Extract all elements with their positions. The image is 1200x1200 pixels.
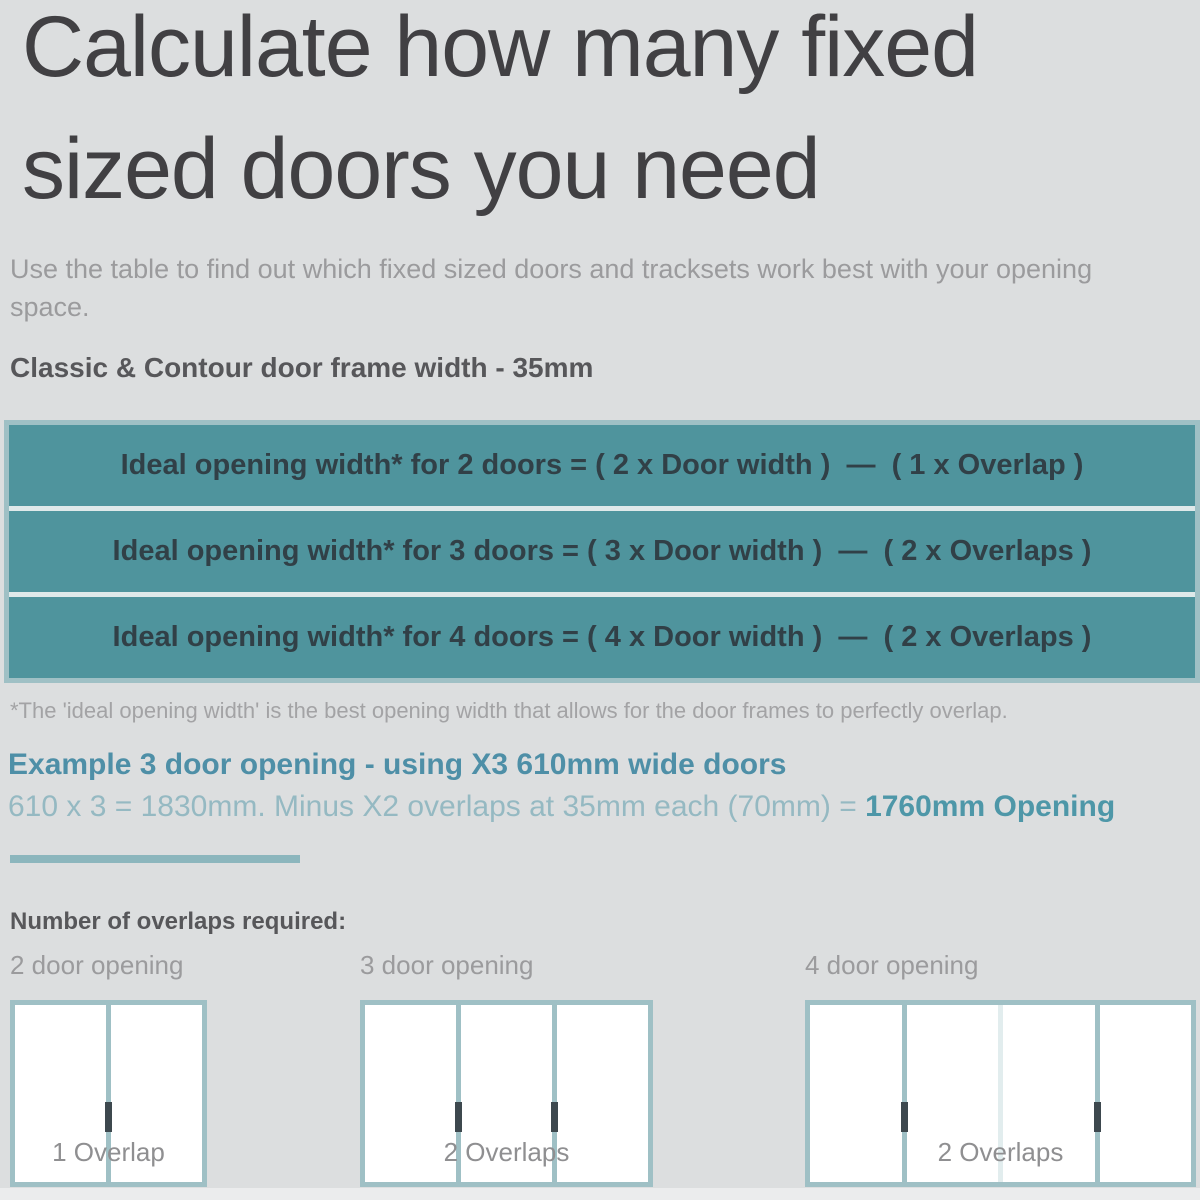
formula-table bbox=[4, 420, 1200, 683]
example-detail bbox=[8, 790, 1188, 824]
example-heading: Example 3 door opening - using X3 610mm wide doors bbox=[8, 748, 787, 781]
diagram-label-2-door: 2 door opening bbox=[10, 950, 184, 980]
page-title-line2: sized doors you need bbox=[22, 121, 820, 217]
formula-row-3-doors bbox=[9, 511, 1195, 592]
formula-text-3-doors: Ideal opening width* for 3 doors = ( 3 x Door width ) — ( 2 x Overlaps ) bbox=[112, 535, 1092, 567]
teal-divider bbox=[10, 855, 300, 863]
formula-text-2-doors: Ideal opening width* for 2 doors = ( 2 x Door width ) — ( 1 x Overlap ) bbox=[120, 449, 1084, 481]
overlap-tick-icon bbox=[105, 1102, 112, 1132]
overlap-caption-2-door: 1 Overlap bbox=[52, 1137, 165, 1167]
frame-width-note: Classic & Contour door frame width - 35mm bbox=[10, 352, 594, 383]
formula-row-2-doors bbox=[9, 425, 1195, 506]
door-diagram-4-door bbox=[805, 1000, 1196, 1187]
overlap-tick-icon bbox=[1094, 1102, 1101, 1132]
diagram-label-3-door: 3 door opening bbox=[360, 950, 534, 980]
overlap-caption-4-door: 2 Overlaps bbox=[937, 1137, 1064, 1167]
bottom-strip bbox=[0, 1188, 1200, 1200]
overlap-tick-icon bbox=[901, 1102, 908, 1132]
formula-row-4-doors bbox=[9, 597, 1195, 678]
intro-text: Use the table to find out which fixed sized doors and tracksets work best with your opening space. bbox=[10, 254, 1093, 322]
example-detail-calc: 610 x 3 = 1830mm. Minus X2 overlaps at 35mm each (70mm) = bbox=[8, 790, 866, 823]
overlap-tick-icon bbox=[551, 1102, 558, 1132]
formula-text-4-doors: Ideal opening width* for 4 doors = ( 4 x Door width ) — ( 2 x Overlaps ) bbox=[112, 621, 1092, 653]
footnote-text: *The 'ideal opening width' is the best opening width that allows for the door frames to perfectly overlap. bbox=[10, 698, 1008, 723]
overlap-tick-icon bbox=[455, 1102, 462, 1132]
page-title bbox=[22, 0, 1190, 230]
page-title-line1: Calculate how many fixed bbox=[22, 0, 978, 95]
example-detail-result: 1760mm Opening bbox=[865, 790, 1116, 823]
diagram-label-4-door: 4 door opening bbox=[805, 950, 979, 980]
door-diagram-3-door bbox=[360, 1000, 653, 1187]
overlaps-heading: Number of overlaps required: bbox=[10, 908, 347, 935]
door-diagram-2-door bbox=[10, 1000, 207, 1187]
overlap-caption-3-door: 2 Overlaps bbox=[443, 1137, 570, 1167]
